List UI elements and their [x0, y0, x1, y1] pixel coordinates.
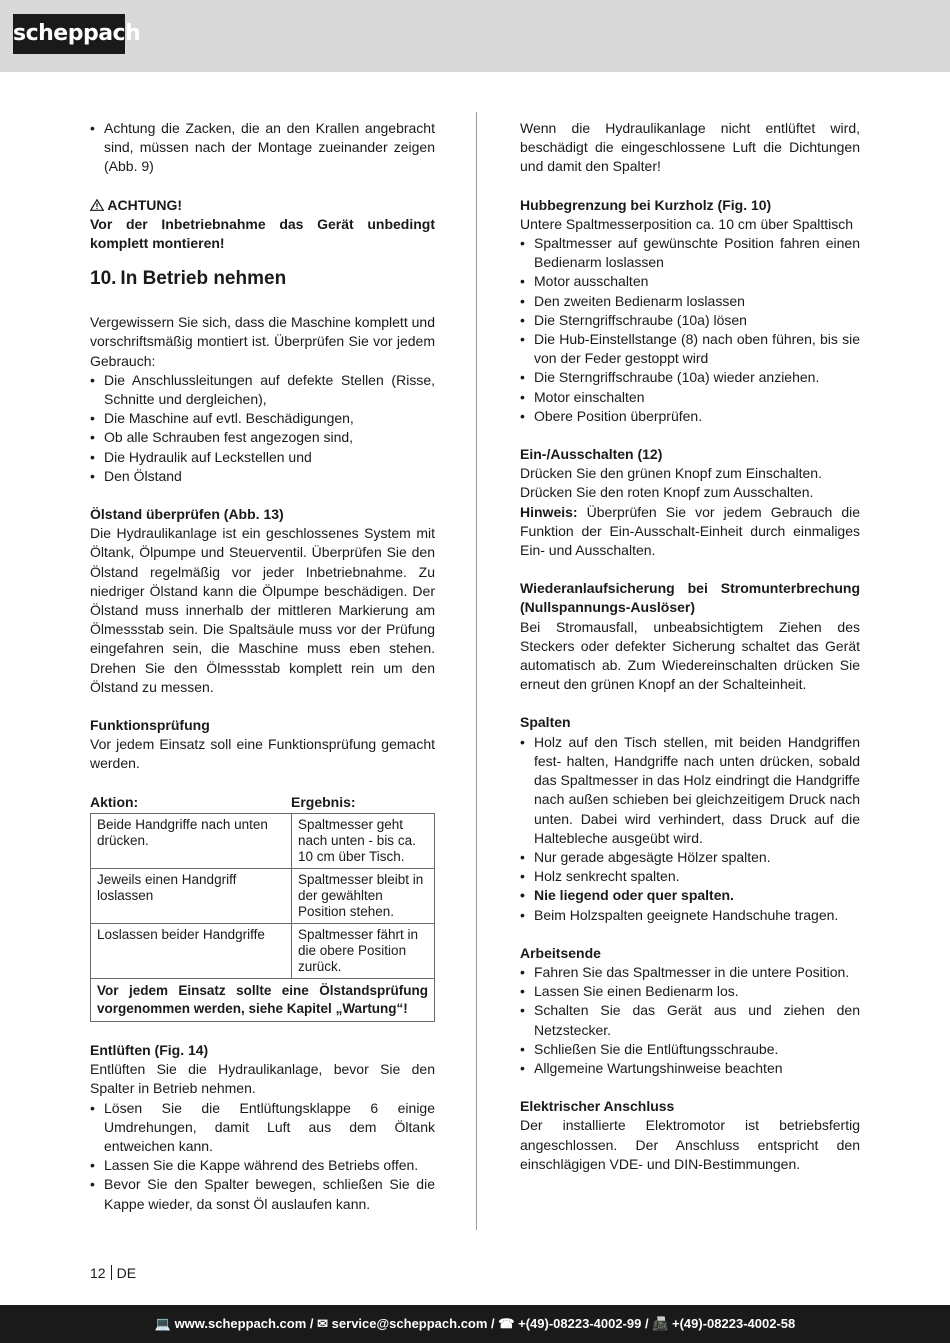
section-heading: [90, 267, 435, 291]
oil-text: Die Hydraulikanlage ist ein geschlossenes System mit Öltank, Ölpumpe und Steuerventil. Überprüfen Sie den Ölstand regelmäßig vor jeder Inbetriebnahme. Zu niedriger Ölstand kann die Ölpumpe beschädigen. Der Ölstand muss innerhalb der mittleren Markierung am Ölmessstab sein. Die Spaltsäule muss vor der Prüfung eingefahren sein, die Maschine muss eben stehen. Drehen Sie den Ölmessstab komplett rein um den Ölstand zu messen.: [90, 525, 435, 695]
table-cell: Spaltmesser bleibt in der gewählten Position stehen.: [292, 868, 435, 923]
list-item: • Lösen Sie die Entlüftungsklappe 6 einige Umdrehungen, damit Luft aus dem Öltank entweichen kann.: [90, 1099, 435, 1157]
top-header-bar: [0, 0, 950, 72]
list-item: • Allgemeine Wartungshinweise beachten: [520, 1059, 860, 1078]
list-item: • Schließen Sie die Entlüftungsschraube.: [520, 1040, 860, 1059]
bleed-text: Entlüften Sie die Hydraulikanlage, bevor Sie den Spalter in Betrieb nehmen.: [90, 1061, 435, 1097]
footer-phone: +(49)-08223-4002-99 /: [518, 1316, 649, 1331]
list-item: • Spaltmesser auf gewünschte Position fahren einen Bedienarm loslassen: [520, 234, 860, 272]
list-item: • Obere Position überprüfen.: [520, 407, 860, 426]
hint-label: Hinweis:: [520, 503, 578, 520]
end-list: [520, 963, 860, 1078]
mail-icon: ✉: [317, 1316, 329, 1331]
table-row: [91, 868, 435, 923]
list-item: • Die Anschlussleitungen auf defekte Stellen (Risse, Schnitte und dergleichen),: [90, 371, 435, 409]
list-item: • Die Maschine auf evtl. Beschädigungen,: [90, 409, 435, 428]
footer-fax: +(49)-08223-4002-58: [672, 1316, 796, 1331]
list-item: • Schalten Sie das Gerät aus und ziehen den Netzstecker.: [520, 1001, 860, 1039]
electric-text: Der installierte Elektromotor ist betriebsfertig angeschlossen. Der Anschluss entspricht den einschlägigen VDE- und DIN-Bestimmungen.: [520, 1117, 860, 1172]
list-item: • Lassen Sie die Kappe während des Betriebs offen.: [90, 1156, 435, 1175]
warning-title: ACHTUNG!: [107, 196, 183, 213]
hint-text: Überprüfen Sie vor jedem Gebrauch die Funktion der Ein-Ausschalt-Einheit durch einmaliges Ein- und Ausschalten.: [520, 503, 861, 559]
list-item: • Den Ölstand: [90, 467, 435, 486]
page-number-value: 12: [90, 1265, 106, 1281]
page-separator: [111, 1265, 112, 1280]
page-language: DE: [116, 1265, 137, 1281]
bleed-list: [90, 1099, 435, 1214]
table-cell: Beide Handgriffe nach unten drücken.: [91, 813, 292, 868]
list-item: • Motor ausschalten: [520, 272, 860, 291]
stroke-text: Untere Spaltmesserposition ca. 10 cm über Spalttisch: [520, 215, 854, 232]
restart-heading: Wiederanlaufsicherung bei Stromunterbrechung (Nullspannungs-Auslöser): [520, 580, 860, 616]
check-intro: Vergewissern Sie sich, dass die Maschine komplett und vorschriftsmäßig montiert ist. Überprüfen Sie vor jedem Gebrauch:: [90, 314, 435, 369]
section-title: In Betrieb nehmen: [120, 268, 287, 290]
list-item: • Die Hydraulik auf Leckstellen und: [90, 448, 435, 467]
column-header-action: Aktion:: [90, 793, 139, 810]
list-item: • Den zweiten Bedienarm loslassen: [520, 292, 860, 311]
electric-heading: Elektrischer Anschluss: [520, 1098, 675, 1115]
page-number: [90, 1264, 136, 1283]
fax-icon: 📠: [652, 1316, 669, 1331]
switch-hint: [520, 503, 860, 561]
table-header: [90, 793, 435, 812]
list-item: • Lassen Sie einen Bedienarm los.: [520, 982, 860, 1001]
list-item: • Achtung die Zacken, die an den Krallen angebracht sind, müssen nach der Montage zueinander zeigen (Abb. 9): [90, 119, 435, 177]
left-column: [90, 119, 435, 1214]
scheppach-logo: scheppach: [13, 14, 125, 54]
stroke-heading: Hubbegrenzung bei Kurzholz (Fig. 10): [520, 196, 772, 213]
list-item: • Beim Holzspalten geeignete Handschuhe tragen.: [520, 906, 860, 925]
list-item: • Die Sterngriffschraube (10a) wieder anziehen.: [520, 368, 860, 387]
table-cell: Jeweils einen Handgriff loslassen: [91, 868, 292, 923]
footer-mail: service@scheppach.com /: [331, 1316, 495, 1331]
table-cell: Loslassen beider Handgriffe: [91, 923, 292, 978]
warning-text: Vor der Inbetriebnahme das Gerät unbedingt komplett montieren!: [90, 215, 435, 252]
table-row: [91, 923, 435, 978]
restart-text: Bei Stromausfall, unbeabsichtigtem Ziehen des Steckers oder defekter Sicherung schaltet das Gerät automatisch ab. Zum Wiedereinschalten drücken Sie erneut den grünen Knopf an der Schalteinheit.: [520, 618, 860, 693]
intro-list: [90, 119, 435, 177]
list-item: • Holz senkrecht spalten.: [520, 867, 860, 886]
table-cell: Spaltmesser geht nach unten - bis ca. 10 cm über Tisch.: [292, 813, 435, 868]
table-row: [91, 813, 435, 868]
function-check-text: Vor jedem Einsatz soll eine Funktionsprüfung gemacht werden.: [90, 736, 435, 772]
warning-heading: [90, 196, 435, 215]
function-check-table: [90, 813, 435, 1022]
split-heading: Spalten: [520, 714, 571, 731]
list-item: • Nie liegend oder quer spalten.: [520, 886, 860, 905]
footer-bar: [0, 1305, 950, 1343]
column-divider: [476, 112, 477, 1230]
bleed-heading: Entlüften (Fig. 14): [90, 1041, 209, 1058]
split-list: [520, 733, 860, 925]
computer-icon: 💻: [154, 1316, 171, 1331]
list-item: • Bevor Sie den Spalter bewegen, schließen Sie die Kappe wieder, da sonst Öl auslaufen kann.: [90, 1175, 435, 1213]
bleed-warning: Wenn die Hydraulikanlage nicht entlüftet wird, beschädigt die eingeschlossene Luft die Dichtungen und damit den Spalter!: [520, 120, 860, 175]
switch-heading: Ein-/Ausschalten (12): [520, 446, 663, 463]
oil-heading: Ölstand überprüfen (Abb. 13): [90, 506, 284, 523]
list-item: • Ob alle Schrauben fest angezogen sind,: [90, 428, 435, 447]
switch-on-text: Drücken Sie den grünen Knopf zum Einschalten.: [520, 465, 822, 482]
stroke-list: [520, 234, 860, 426]
list-item: • Die Hub-Einstellstange (8) nach oben führen, bis sie von der Feder gestoppt wird: [520, 330, 860, 368]
footer-web: www.scheppach.com /: [174, 1316, 314, 1331]
column-header-result: Ergebnis:: [291, 793, 356, 810]
list-item: • Die Sterngriffschraube (10a) lösen: [520, 311, 860, 330]
function-check-heading: Funktionsprüfung: [90, 717, 210, 734]
list-item: • Holz auf den Tisch stellen, mit beiden Handgriffen fest- halten, Handgriffe nach unten drücken, sobald das Spaltmesser in das Holz eindringt die Handgriffe nach außen schieben bei gleichzeitigem Druck nach unten. Dabei wird verhindert, dass Druck auf die Haltebleche ausgeübt wird.: [520, 733, 860, 848]
check-list: [90, 371, 435, 486]
list-item: • Motor einschalten: [520, 388, 860, 407]
list-item: • Nur gerade abgesägte Hölzer spalten.: [520, 848, 860, 867]
end-heading: Arbeitsende: [520, 944, 601, 961]
table-note: Vor jedem Einsatz sollte eine Ölstandsprüfung vorgenommen werden, siehe Kapitel „Wartung“!: [91, 978, 435, 1021]
warning-triangle-icon: [90, 199, 104, 211]
phone-icon: ☎: [498, 1316, 515, 1331]
switch-off-text: Drücken Sie den roten Knopf zum Ausschalten.: [520, 484, 814, 501]
table-cell: Spaltmesser fährt in die obere Position zurück.: [292, 923, 435, 978]
section-number: 10.: [90, 268, 117, 290]
table-note-row: [91, 978, 435, 1021]
list-item: • Fahren Sie das Spaltmesser in die untere Position.: [520, 963, 860, 982]
right-column: [520, 119, 860, 1174]
